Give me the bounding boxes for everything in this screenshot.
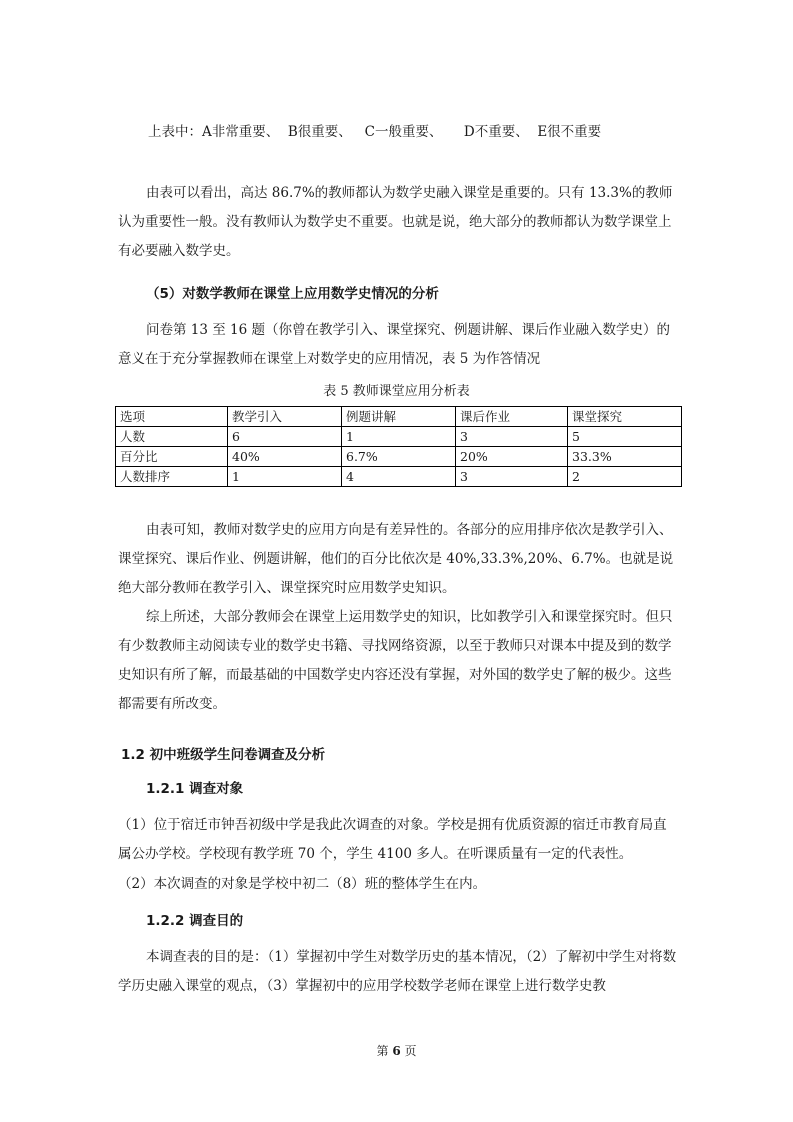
section-heading-1-2: 1.2 初中班级学生问卷调查及分析 — [121, 747, 326, 763]
table-row — [116, 427, 682, 447]
footer-suffix: 页 — [400, 1044, 417, 1058]
table-header-cell: 选项 — [116, 407, 228, 427]
page-footer — [0, 1042, 793, 1059]
table-cell: 20% — [456, 447, 568, 467]
table-header-cell: 课后作业 — [456, 407, 568, 427]
table-header-cell: 例题讲解 — [342, 407, 456, 427]
paragraph-questionnaire: 问卷第 13 至 16 题（你曾在教学引入、课堂探究、例题讲解、课后作业融入数学史）的意义在于充分掌握教师在课堂上对数学史的应用情况，表 5 为作答情况 — [118, 322, 671, 367]
table-row — [116, 447, 682, 467]
paragraph-survey-object-1: （1）位于宿迁市钟吾初级中学是我此次调查的对象。学校是拥有优质资源的宿迁市教育局直属公办学校。学校现有教学班 70 个，学生 4100 多人。在听课质量有一定的代表性。 — [118, 817, 667, 862]
table-legend-line: 上表中：A非常重要、 B很重要、 C一般重要、 D不重要、 E很不重要 — [148, 124, 602, 140]
table-cell: 5 — [568, 427, 682, 447]
paragraph-summary: 综上所述，大部分教师会在课堂上运用数学史的知识，比如教学引入和课堂探究时。但只有少数教师主动阅读专业的数学史书籍、寻找网络资源，以至于教师只对课本中提及到的数学史知识有所了解，而最基础的中国数学史内容还没有掌握，对外国的数学史了解的极少。这些都需要有所改变。 — [118, 609, 673, 712]
table-cell: 6 — [228, 427, 342, 447]
table-cell: 人数排序 — [116, 467, 228, 487]
section-heading-5: （5）对数学教师在课堂上应用数学史情况的分析 — [146, 286, 439, 302]
paragraph-application: 由表可知，教师对数学史的应用方向是有差异性的。各部分的应用排序依次是教学引入、课堂探究、课后作业、例题讲解，他们的百分比依次是 40%,33.3%,20%、6.7%。也就是说绝大部分教师在教学引入、课堂探究时应用数学史知识。 — [118, 522, 674, 596]
footer-prefix: 第 — [376, 1044, 393, 1058]
table-row — [116, 467, 682, 487]
section-heading-1-2-2: 1.2.2 调查目的 — [146, 913, 244, 929]
teacher-application-table — [115, 406, 682, 487]
paragraph-survey-object-2: （2）本次调查的对象是学校中初二（8）班的整体学生在内。 — [118, 876, 487, 892]
page-number: 6 — [392, 1044, 401, 1058]
table-cell: 33.3% — [568, 447, 682, 467]
table-cell: 40% — [228, 447, 342, 467]
table-header-row — [116, 407, 682, 427]
section-heading-1-2-1: 1.2.1 调查对象 — [146, 781, 244, 797]
paragraph-importance: 由表可以看出，高达 86.7%的教师都认为数学史融入课堂是重要的。只有 13.3%的教师认为重要性一般。没有教师认为数学史不重要。也就是说，绝大部分的教师都认为数学课堂上有必要融入数学史。 — [118, 185, 673, 259]
table-caption: 表 5 教师课堂应用分析表 — [323, 384, 470, 399]
table-cell: 3 — [456, 467, 568, 487]
table-cell: 3 — [456, 427, 568, 447]
table-cell: 2 — [568, 467, 682, 487]
table-cell: 人数 — [116, 427, 228, 447]
table-cell: 1 — [228, 467, 342, 487]
table-cell: 4 — [342, 467, 456, 487]
paragraph-survey-purpose: 本调查表的目的是：（1）掌握初中学生对数学历史的基本情况，（2）了解初中学生对将数学历史融入课堂的观点，（3）掌握初中的应用学校数学老师在课堂上进行数学史教 — [118, 949, 677, 994]
table-header-cell: 课堂探究 — [568, 407, 682, 427]
table-cell: 百分比 — [116, 447, 228, 467]
table-cell: 1 — [342, 427, 456, 447]
table-cell: 6.7% — [342, 447, 456, 467]
table-header-cell: 教学引入 — [228, 407, 342, 427]
